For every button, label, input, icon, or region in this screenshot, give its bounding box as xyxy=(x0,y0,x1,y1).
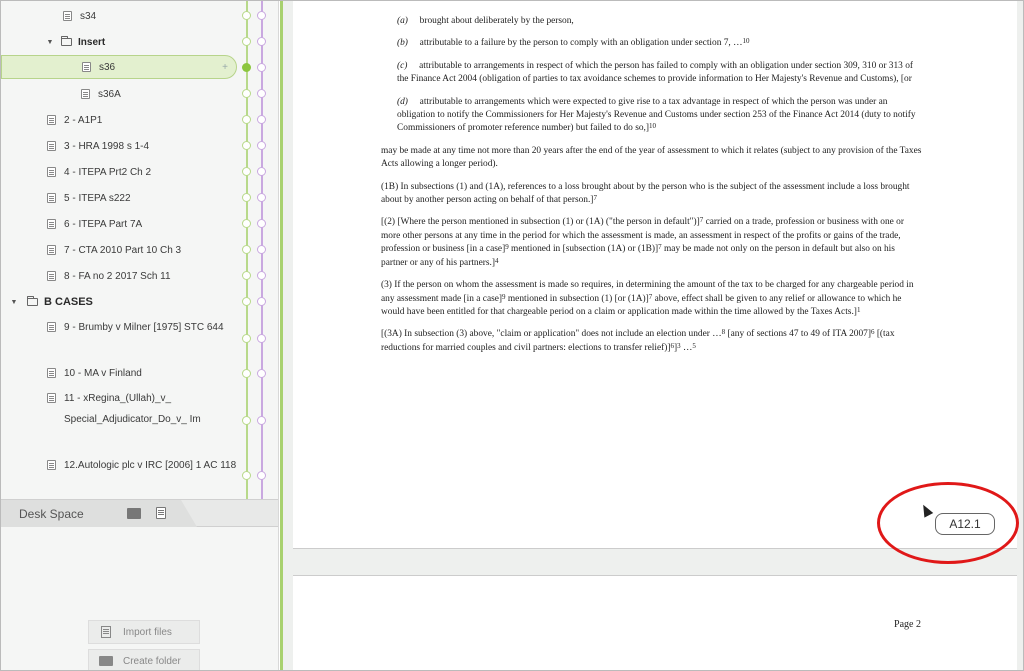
document-icon xyxy=(47,368,56,378)
document-icon xyxy=(47,393,56,403)
sidebar-item-itepa-s222[interactable]: 5 - ITEPA s222 xyxy=(1,185,237,211)
document-icon xyxy=(63,11,72,21)
sidebar-item-s36[interactable]: s36 + xyxy=(1,55,237,79)
document-page-2 xyxy=(293,575,1017,671)
sidebar-item-ma-finland[interactable]: 10 - MA v Finland xyxy=(47,363,247,384)
document-icon xyxy=(47,141,56,151)
accent-bar xyxy=(280,1,283,671)
document-text xyxy=(381,15,922,364)
timeline-node xyxy=(257,63,266,72)
document-icon xyxy=(82,62,91,72)
timeline-node xyxy=(257,141,266,150)
document-icon[interactable] xyxy=(156,507,166,519)
document-icon xyxy=(47,115,56,125)
sidebar xyxy=(1,1,279,671)
paragraph-3a: [(3A) In subsection (3) above, "claim or application" does not include an election under …$^8$ [any of sections 47 to 49 of ITA 2007]$^6$ [(tax reductions for married couples and civil partners: elections to transfer relief)]$^6$]$^3$ …$^5$ xyxy=(381,328,895,353)
folder-icon xyxy=(27,298,38,306)
document-icon xyxy=(47,322,56,332)
document-viewer[interactable] xyxy=(280,1,1024,671)
paragraph-may-be-made: may be made at any time not more than 20 years after the end of the year of assessment to which it relates (subject to any provision of the Taxes Acts allowing a longer period). xyxy=(381,145,922,170)
timeline-node xyxy=(242,115,251,124)
sidebar-item-a1p1[interactable]: 2 - A1P1 xyxy=(1,107,237,133)
disclosure-down-icon[interactable]: ▼ xyxy=(46,38,54,46)
sidebar-item-b-cases[interactable]: ▼ B CASES xyxy=(10,296,93,308)
document-icon xyxy=(47,245,56,255)
sidebar-item-insert[interactable]: ▼ Insert xyxy=(46,36,106,48)
paragraph-c: (c) attributable to arrangements in respect of which the person has failed to comply with an obligation under section 309, 310 or 313 of the Finance Act 2004 (obligation of parties to tax avoidance schemes to provide information to Her Majesty's Revenue and Customs), [or xyxy=(397,60,914,85)
desk-space-title: Desk Space xyxy=(19,507,84,521)
timeline-node xyxy=(242,11,251,20)
document-icon xyxy=(81,89,90,99)
import-files-button[interactable]: Import files xyxy=(88,620,200,644)
disclosure-down-icon[interactable]: ▼ xyxy=(10,298,18,306)
timeline-node xyxy=(242,89,251,98)
paragraph-3: (3) If the person on whom the assessment is made so requires, in determining the amount of the tax to be charged for any chargeable period in any assessment made [in a case]$^9$ mentioned in subsection (1) [or (1A)]$^7$ above, effect shall be given to any relief or allowance to which he would have been entitled for that chargeable period on a claim or application made within the time allowed by the Taxes Acts.]$^1$ xyxy=(381,280,914,317)
folder-icon[interactable] xyxy=(127,508,141,519)
timeline-node xyxy=(257,11,266,20)
timeline-node xyxy=(242,334,251,343)
page-reference-badge[interactable]: A12.1 xyxy=(935,513,995,535)
timeline-node xyxy=(242,369,251,378)
paragraph-d: (d) attributable to arrangements which were expected to give rise to a tax advantage in respect of which the person was under an obligation to notify the Commissioners for Her Majesty's Revenue and Customs under section 253 of the Finance Act 2014 (duty to notify Commissioners of promoter reference number) but failed to do so,]$^{10}$ xyxy=(397,96,916,134)
add-icon[interactable]: + xyxy=(222,61,228,73)
timeline-node xyxy=(242,245,251,254)
timeline-node xyxy=(257,167,266,176)
timeline-node xyxy=(257,37,266,46)
document-page-1 xyxy=(293,1,1017,549)
sidebar-item-fa-2017[interactable]: 8 - FA no 2 2017 Sch 11 xyxy=(1,263,237,289)
sidebar-item-brumby[interactable]: 9 - Brumby v Milner [1975] STC 644 xyxy=(47,317,247,338)
timeline-node xyxy=(257,369,266,378)
sidebar-item-itepa-part7a[interactable]: 6 - ITEPA Part 7A xyxy=(1,211,237,237)
timeline-node xyxy=(242,471,251,480)
binder-tree xyxy=(1,1,279,499)
page-number: Page 2 xyxy=(894,619,921,630)
paragraph-1b: (1B) In subsections (1) and (1A), references to a loss brought about by the person who is the subject of the assessment include a loss brought about by another person acting on behalf of that person.]$^7$ xyxy=(381,181,910,206)
create-folder-button[interactable]: Create folder xyxy=(88,649,200,671)
timeline-node xyxy=(242,141,251,150)
timeline-node xyxy=(257,89,266,98)
folder-icon xyxy=(61,38,72,46)
paragraph-a: (a) brought about deliberately by the person, xyxy=(397,16,574,26)
timeline-node xyxy=(257,471,266,480)
timeline-node xyxy=(257,219,266,228)
timeline-node xyxy=(257,297,266,306)
document-icon xyxy=(47,271,56,281)
timeline-node xyxy=(242,271,251,280)
sidebar-item-cta-2010[interactable]: 7 - CTA 2010 Part 10 Ch 3 xyxy=(1,237,237,263)
folder-icon xyxy=(99,656,113,666)
import-icon xyxy=(101,626,111,638)
timeline-node xyxy=(257,115,266,124)
timeline-node xyxy=(257,271,266,280)
document-icon xyxy=(47,167,56,177)
timeline-node xyxy=(242,167,251,176)
timeline-node xyxy=(242,297,251,306)
sidebar-item-s36a[interactable]: s36A xyxy=(1,81,237,107)
document-icon xyxy=(47,193,56,203)
timeline-node xyxy=(242,193,251,202)
desk-space-bar xyxy=(1,499,279,527)
timeline-node-active xyxy=(242,63,251,72)
timeline-node xyxy=(257,334,266,343)
timeline-node xyxy=(257,193,266,202)
timeline-node xyxy=(242,219,251,228)
sidebar-item-itepa-prt2[interactable]: 4 - ITEPA Prt2 Ch 2 xyxy=(1,159,237,185)
highlight-circle xyxy=(877,482,1019,564)
timeline-node xyxy=(257,245,266,254)
timeline-node xyxy=(257,416,266,425)
timeline-node xyxy=(242,416,251,425)
document-icon xyxy=(47,460,56,470)
paragraph-b: (b) attributable to a failure by the person to comply with an obligation under section 7, …$^{10}$ xyxy=(397,37,750,49)
sidebar-item-hra[interactable]: 3 - HRA 1998 s 1-4 xyxy=(1,133,237,159)
sidebar-item-regina-ullah[interactable]: 11 - xRegina_(Ullah)_v_ Special_Adjudicator_Do_v_ Im xyxy=(47,388,207,430)
document-icon xyxy=(47,219,56,229)
timeline-node xyxy=(242,37,251,46)
sidebar-item-s34[interactable]: s34 xyxy=(1,3,237,29)
sidebar-item-autologic[interactable]: 12.Autologic plc v IRC [2006] 1 AC 118 xyxy=(47,455,247,476)
paragraph-2: [(2) [Where the person mentioned in subsection (1) or (1A) ("the person in default")]$^7$ carried on a trade, profession or business with one or more other persons at any time in the period for which the assessment is made, an assessment in respect of the profits or gains of the trade, profession or business [in a case]$^9$ mentioned in [subsection (1A) or (1B)]$^7$ may be made not only on the person in default but also on his partner or any of his partners.]$^4$ xyxy=(381,216,904,268)
